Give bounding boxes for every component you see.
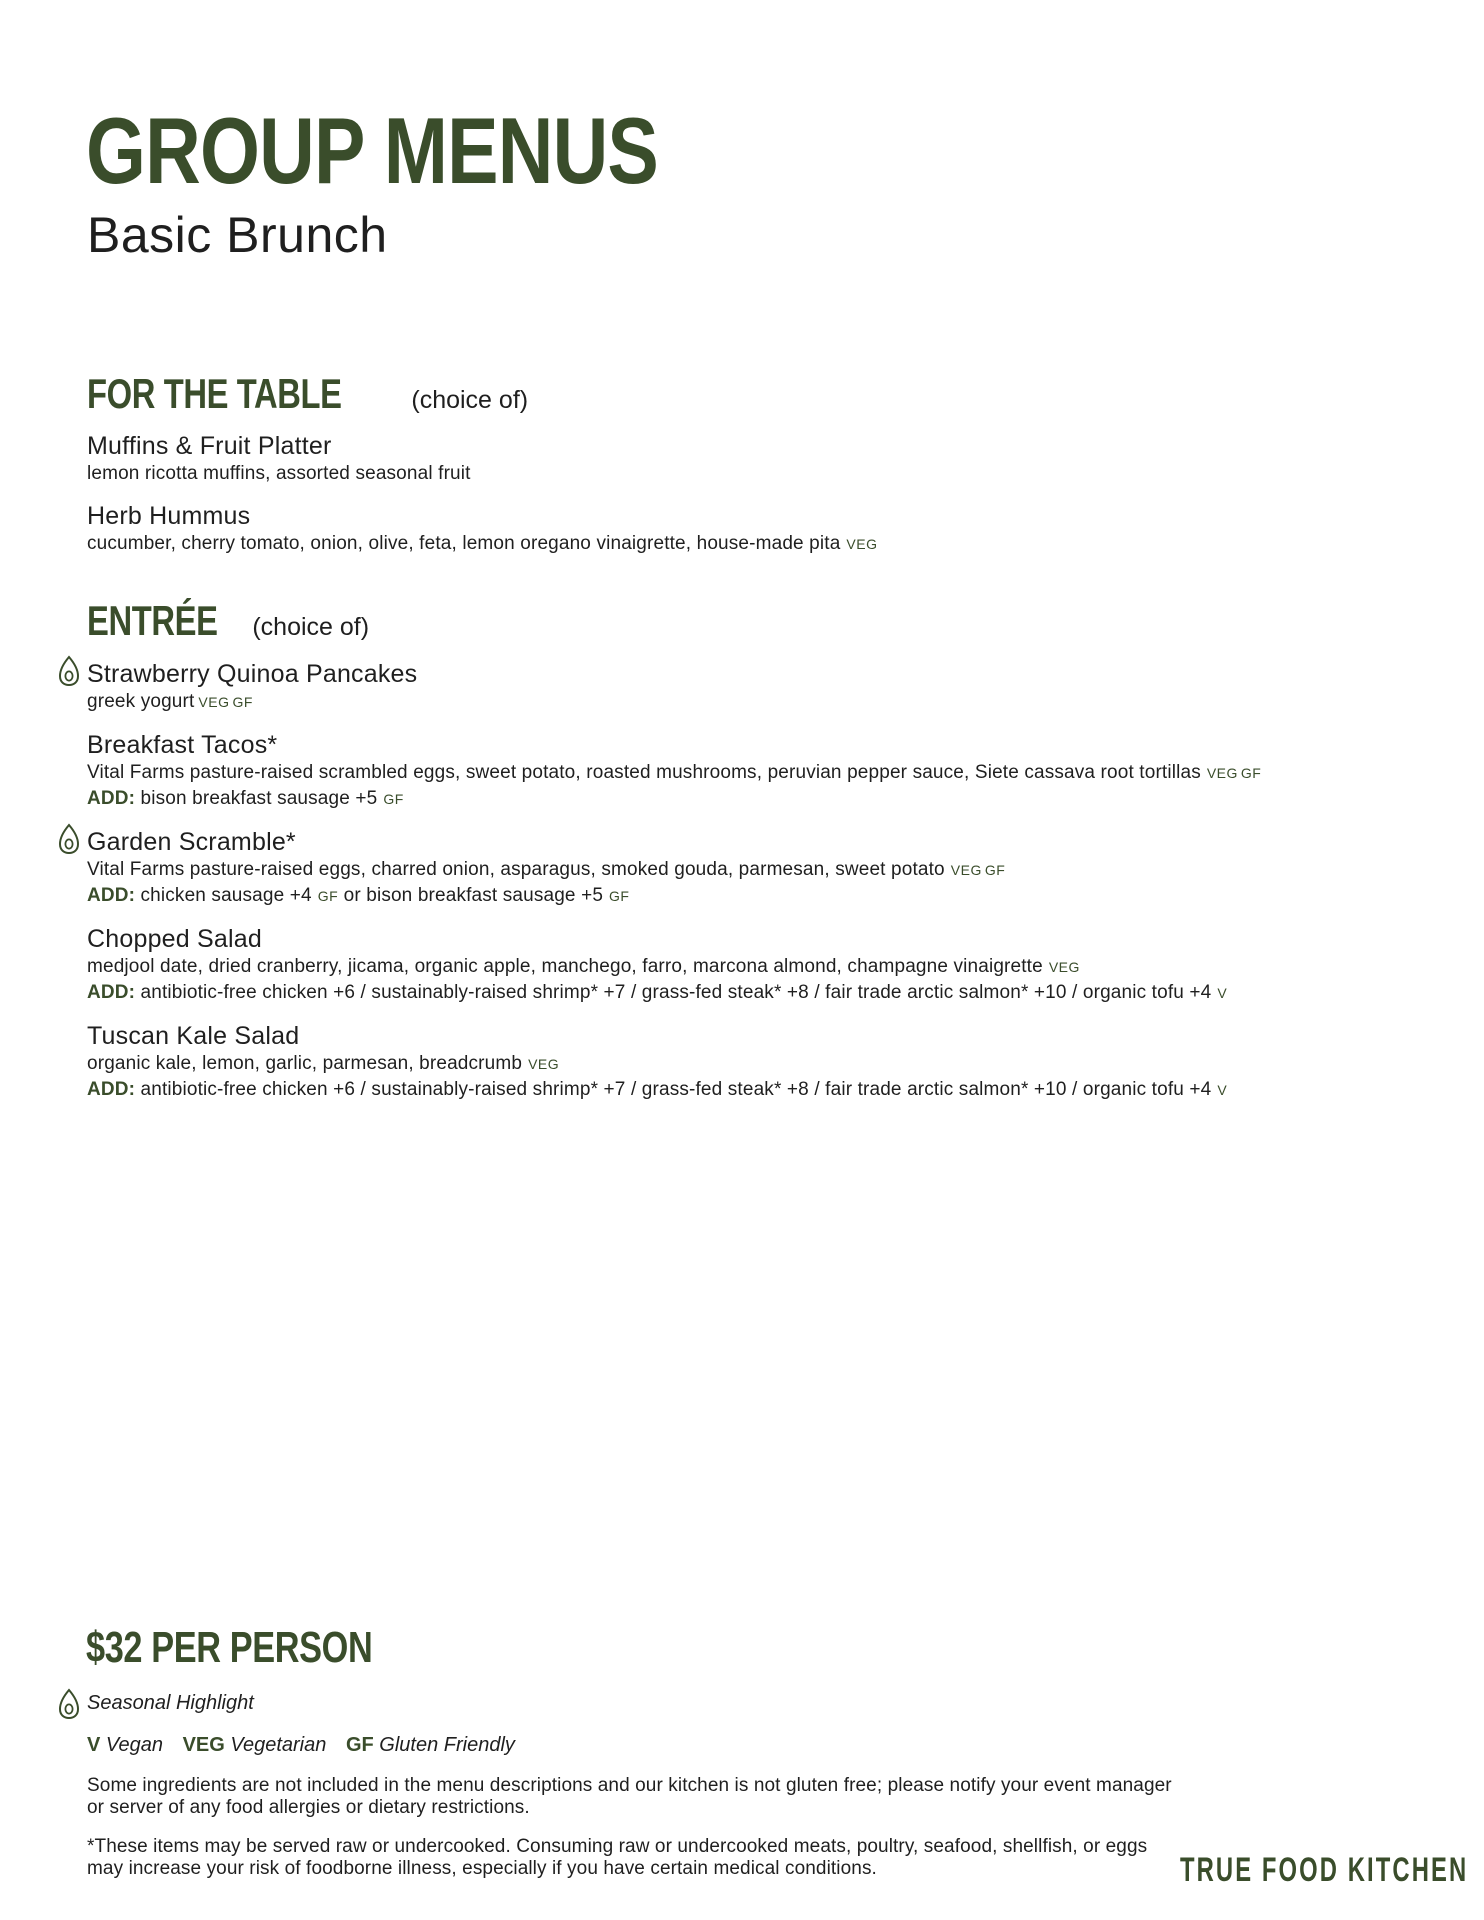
- allergy-note: Some ingredients are not included in the menu descriptions and our kitchen is not gluten free; please notify your event manager or server of any food allergies or dietary restrictions.: [87, 1775, 1172, 1818]
- add-on-text: chicken sausage +4: [140, 885, 312, 906]
- item-name: Herb Hummus: [87, 502, 251, 530]
- diet-tag: VEG: [1048, 959, 1080, 975]
- avocado-leaf-icon: [58, 1688, 80, 1720]
- item-description-text: greek yogurt: [87, 691, 195, 712]
- legend-label: Vegetarian: [230, 1734, 327, 1756]
- menu-item: [87, 501, 1417, 557]
- seasonal-highlight-legend: Seasonal Highlight: [87, 1692, 254, 1714]
- legend-label: Vegan: [105, 1734, 163, 1756]
- section-choice-note: (choice of): [252, 613, 370, 641]
- menu-item: [87, 659, 1417, 715]
- add-label: ADD:: [87, 885, 136, 906]
- item-description-text: cucumber, cherry tomato, onion, olive, feta, lemon oregano vinaigrette, house-made pita: [87, 533, 841, 554]
- diet-tag: VEG: [1206, 765, 1238, 781]
- section-title: ENTRÉE: [87, 597, 218, 644]
- item-name: Chopped Salad: [87, 925, 262, 953]
- avocado-leaf-icon: [58, 823, 80, 855]
- add-on-text: antibiotic-free chicken +6 / sustainably-raised shrimp* +7 / grass-fed steak* +8 / fair trade arctic salmon* +10 / organic tofu +4: [140, 1079, 1212, 1100]
- add-on-text: bison breakfast sausage +5: [140, 788, 378, 809]
- item-add-on: [87, 883, 1417, 909]
- add-on-text: antibiotic-free chicken +6 / sustainably-raised shrimp* +7 / grass-fed steak* +8 / fair trade arctic salmon* +10 / organic tofu +4: [140, 982, 1212, 1003]
- diet-tag: GF: [984, 862, 1006, 878]
- menu-item: [87, 1021, 1417, 1103]
- item-add-on: [87, 980, 1417, 1006]
- diet-tag: GF: [232, 694, 253, 710]
- diet-tag: GF: [609, 888, 630, 904]
- diet-tag: VEG: [528, 1056, 560, 1072]
- add-on-text: or bison breakfast sausage +5: [343, 885, 604, 906]
- diet-tag: VEG: [198, 694, 230, 710]
- diet-legend: [87, 1734, 529, 1757]
- menu-item: [87, 924, 1417, 1006]
- brand-logo: TRUE FOOD KITCHEN: [1180, 1851, 1469, 1889]
- menu-item: [87, 431, 1417, 487]
- item-description: lemon ricotta muffins, assorted seasonal fruit: [87, 463, 471, 484]
- diet-tag: VEG: [950, 862, 982, 878]
- diet-tag: GF: [383, 791, 404, 807]
- item-description-text: medjool date, dried cranberry, jicama, organic apple, manchego, farro, marcona almond, champagne vinaigrette: [87, 956, 1043, 977]
- legend-label: Gluten Friendly: [379, 1734, 515, 1756]
- item-description: [87, 531, 1417, 557]
- item-add-on: [87, 786, 1417, 812]
- diet-tag: VEG: [846, 536, 878, 552]
- diet-tag: GF: [1240, 765, 1262, 781]
- raw-food-warning: *These items may be served raw or undercooked. Consuming raw or undercooked meats, poultry, seafood, shellfish, or eggs may increase your risk of foodborne illness, especially if you have certain medical conditions.: [87, 1836, 1148, 1879]
- item-description-text: Vital Farms pasture-raised scrambled eggs, sweet potato, roasted mushrooms, peruvian pepper sauce, Siete cassava root tortillas: [87, 762, 1201, 783]
- item-name: Strawberry Quinoa Pancakes: [87, 660, 418, 688]
- page-title: GROUP MENUS: [86, 98, 659, 203]
- section-heading-for-the-table: [87, 370, 528, 418]
- section-title: FOR THE TABLE: [87, 370, 342, 417]
- diet-tag: GF: [317, 888, 339, 904]
- avocado-leaf-icon: [58, 655, 80, 687]
- section-choice-note: (choice of): [411, 386, 529, 414]
- item-description: [87, 689, 1417, 715]
- item-description: [87, 857, 1417, 883]
- page-subtitle: Basic Brunch: [87, 207, 388, 263]
- item-description: [87, 1051, 1417, 1077]
- item-description-text: Vital Farms pasture-raised eggs, charred onion, asparagus, smoked gouda, parmesan, sweet potato: [87, 859, 945, 880]
- menu-item: [87, 827, 1417, 909]
- item-add-on: [87, 1077, 1417, 1103]
- item-name: Garden Scramble*: [87, 828, 296, 856]
- item-description: [87, 954, 1417, 980]
- item-name: Muffins & Fruit Platter: [87, 432, 332, 460]
- section-heading-entree: [87, 597, 369, 645]
- add-label: ADD:: [87, 1079, 136, 1100]
- item-name: Breakfast Tacos*: [87, 731, 278, 759]
- legend-abbr: VEG: [182, 1734, 225, 1756]
- legend-abbr: V: [87, 1734, 101, 1756]
- diet-tag: V: [1217, 1082, 1228, 1098]
- add-label: ADD:: [87, 788, 136, 809]
- item-description: [87, 760, 1417, 786]
- legend-abbr: GF: [345, 1734, 374, 1756]
- add-label: ADD:: [87, 982, 136, 1003]
- diet-tag: V: [1217, 985, 1228, 1001]
- item-name: Tuscan Kale Salad: [87, 1022, 300, 1050]
- menu-item: [87, 730, 1417, 812]
- price-per-person: $32 PER PERSON: [86, 1623, 373, 1672]
- item-description-text: organic kale, lemon, garlic, parmesan, breadcrumb: [87, 1053, 523, 1074]
